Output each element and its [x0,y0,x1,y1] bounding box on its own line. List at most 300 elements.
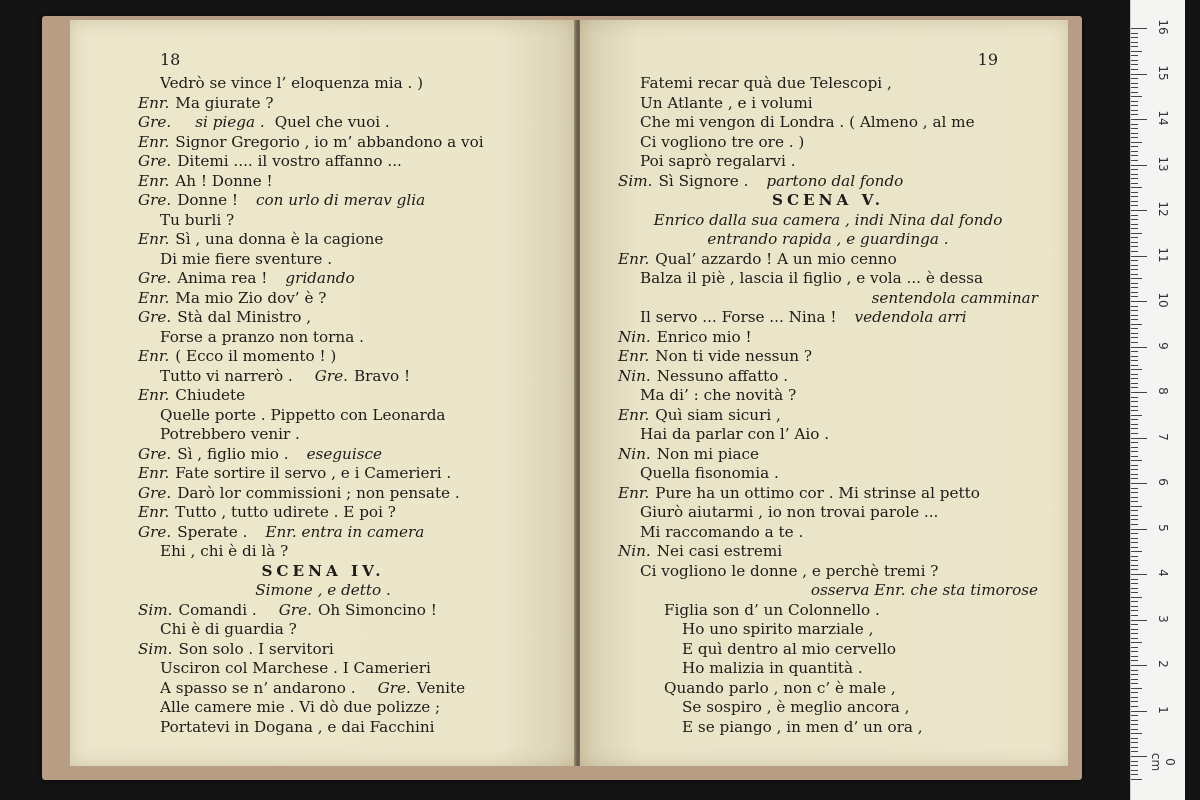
ruler-tick [1131,451,1138,452]
ruler-tick [1131,356,1138,357]
ruler-tick [1131,738,1138,739]
dialogue-text: A spasso se n’ andarono . [160,678,356,697]
text-line [618,347,1038,367]
ruler-tick [1131,510,1138,511]
dialogue-text: Son solo . I servitori [178,639,334,658]
ruler-tick [1131,401,1138,402]
ruler-tick [1131,319,1138,320]
stage-direction: partono dal fondo [766,171,904,190]
ruler-tick [1131,383,1138,384]
speaker-name: Nin. [618,542,651,560]
ruler-tick [1131,524,1138,525]
dialogue-text: Tutto vi narrerò . [160,366,293,385]
ruler-tick [1131,224,1138,225]
dialogue-text: Quella fisonomia . [640,464,779,482]
dialogue-text: Comandi . [178,600,257,619]
ruler-tick [1131,756,1147,757]
text-line [618,191,1038,211]
ruler-tick [1131,242,1138,243]
ruler-tick [1131,137,1138,138]
ruler-tick [1131,706,1138,707]
speaker-name: Enr. [138,503,170,521]
dialogue-text: Poi saprò regalarvi . [640,152,796,170]
ruler-tick [1131,151,1138,152]
text-line [618,523,1038,543]
ruler-tick [1131,647,1138,648]
text-line [138,328,508,348]
ruler-tick [1131,606,1138,607]
ruler-tick [1131,629,1138,630]
text-line [138,718,508,738]
ruler-tick [1131,392,1147,393]
speaker-name: Gre. [138,308,172,326]
ruler-tick [1131,610,1138,611]
speaker-name: Gre. [138,113,172,131]
ruler-tick [1131,237,1138,238]
ruler-tick [1131,765,1138,766]
ruler-tick [1131,642,1142,643]
speaker-name: Enr. [138,464,170,482]
ruler-tick [1131,779,1142,780]
ruler-tick [1131,469,1138,470]
text-line [618,503,1038,523]
ruler-tick [1131,547,1138,548]
ruler-tick [1131,488,1138,489]
ruler-tick [1131,378,1138,379]
dialogue-text: Portatevi in Dogana , e dai Facchini [160,717,435,736]
text-line [618,425,1038,445]
text-line [618,698,1038,718]
ruler-tick [1131,733,1142,734]
left-page-text [138,74,508,737]
ruler-tick [1131,465,1138,466]
text-line [618,250,1038,270]
ruler-tick [1131,228,1138,229]
dialogue-text: Quel che vuoi . [274,113,390,131]
ruler-tick [1131,96,1142,97]
ruler-tick [1131,638,1138,639]
dialogue-text: Oh Simoncino ! [317,600,437,619]
text-line [618,289,1038,309]
dialogue-text: Sì , una donna è la cagione [175,230,384,248]
text-line [138,386,508,406]
ruler-tick [1131,415,1142,416]
text-line [138,601,508,621]
speaker-name: Enr. [618,347,650,365]
ruler-tick [1131,651,1138,652]
text-line [618,659,1038,679]
stage-direction: entrando rapida , e guardinga . [707,230,949,248]
ruler-tick [1131,174,1138,175]
ruler-tick [1131,474,1138,475]
text-line [618,601,1038,621]
ruler-tick [1131,424,1138,425]
right-page-number: 19 [977,50,998,69]
ruler-tick [1131,529,1147,530]
ruler-tick [1131,456,1138,457]
dialogue-text: Bravo ! [353,366,411,385]
ruler-tick [1131,69,1138,70]
ruler-tick [1131,433,1138,434]
ruler-tick [1131,460,1142,461]
ruler-tick [1131,674,1138,675]
ruler-tick [1131,92,1138,93]
ruler-tick [1131,328,1138,329]
ruler-label: 1 [1156,705,1170,714]
ruler-tick [1131,601,1138,602]
ruler-tick [1131,165,1147,166]
speaker-name: Gre. [138,152,172,170]
text-line [138,347,508,367]
ruler-tick [1131,374,1138,375]
text-line [138,269,508,289]
ruler-tick [1131,633,1138,634]
text-line [618,328,1038,348]
ruler-tick [1131,569,1138,570]
ruler-tick [1131,365,1138,366]
text-line [618,581,1038,601]
dialogue-text: Ma di’ : che novità ? [640,386,797,404]
dialogue-text: Potrebbero venir . [160,425,300,443]
ruler-tick [1131,519,1138,520]
ruler-tick [1131,665,1147,666]
ruler-tick [1131,729,1138,730]
ruler-tick [1131,697,1138,698]
left-page-number: 18 [160,50,181,69]
text-line [138,523,508,543]
ruler-tick [1131,492,1138,493]
text-line [138,74,508,94]
ruler-tick [1131,501,1138,502]
scene-heading: SCENA V. [772,191,884,209]
ruler-tick [1131,210,1147,211]
text-line [618,211,1038,231]
ruler-tick [1131,337,1138,338]
ruler-tick [1131,33,1138,34]
ruler-tick [1131,183,1138,184]
ruler-tick [1131,215,1138,216]
ruler-tick [1131,260,1138,261]
ruler-tick [1131,533,1138,534]
text-line [138,367,508,387]
ruler-tick [1131,438,1147,439]
dialogue-text: Qual’ azzardo ! A un mio cenno [655,249,897,268]
dialogue-text: Se sospiro , è meglio ancora , [682,698,910,716]
stage-direction: sentendola camminar [871,288,1038,307]
speaker-name: Gre. [278,600,312,619]
ruler-tick [1131,711,1147,712]
text-line [618,308,1038,328]
ruler-tick [1131,64,1138,65]
ruler-tick [1131,160,1138,161]
speaker-name: Enr. [138,230,170,248]
speaker-name: Sim. [618,171,653,190]
text-line [618,367,1038,387]
text-line [618,152,1038,172]
dialogue-text: Figlia son d’ un Colonnello . [664,600,880,619]
dialogue-text: Quelle porte . Pippetto con Leonarda [160,405,446,424]
dialogue-text: Balza il piè , lascia il figlio , e vola ... è dessa [640,269,983,287]
text-line [138,308,508,328]
ruler-tick [1131,301,1147,302]
ruler-tick [1131,219,1138,220]
text-line [618,464,1038,484]
ruler-tick [1131,78,1138,79]
ruler-tick [1131,688,1142,689]
ruler-tick [1131,278,1142,279]
stage-direction: vedendola arri [854,308,967,326]
ruler-label: 0 cm [1149,752,1177,772]
text-line [618,133,1038,153]
ruler-tick [1131,187,1142,188]
stage-direction: osserva Enr. che sta timorose [810,581,1038,599]
measuring-ruler [1130,0,1185,800]
ruler-tick [1131,310,1138,311]
dialogue-text: Enrico mio ! [656,327,752,346]
ruler-tick [1131,128,1138,129]
speaker-name: Nin. [618,444,651,463]
text-line [138,172,508,192]
text-line [618,620,1038,640]
text-line [138,191,508,211]
dialogue-text: Mi raccomando a te . [640,522,804,541]
speaker-name: Gre. [138,269,172,287]
text-line [618,386,1038,406]
ruler-tick [1131,574,1147,575]
ruler-tick [1131,701,1138,702]
ruler-tick [1131,620,1147,621]
text-line [618,679,1038,699]
ruler-tick [1131,196,1138,197]
ruler-tick [1131,428,1138,429]
ruler-tick [1131,342,1138,343]
text-line [618,269,1038,289]
dialogue-text: Usciron col Marchese . I Camerieri [160,659,431,677]
ruler-label: 15 [1156,64,1170,81]
ruler-tick [1131,497,1138,498]
ruler-tick [1131,724,1138,725]
ruler-tick [1131,292,1138,293]
speaker-name: Sim. [138,639,173,658]
text-line [138,445,508,465]
text-line [138,640,508,660]
text-line [138,679,508,699]
ruler-tick [1131,542,1138,543]
ruler-tick [1131,265,1138,266]
text-line [138,620,508,640]
ruler-tick [1131,51,1142,52]
dialogue-text: Tutto , tutto udirete . E poi ? [175,503,396,521]
text-line [138,659,508,679]
ruler-tick [1131,146,1138,147]
dialogue-text: Quì siam sicuri , [655,405,781,424]
text-line [618,542,1038,562]
dialogue-text: Venite [416,678,466,697]
ruler-tick [1131,192,1138,193]
stage-direction: Enrico dalla sua camera , indi Nina dal fondo [653,210,1003,229]
dialogue-text: Vedrò se vince l’ eloquenza mia . ) [160,74,424,92]
ruler-label: 10 [1156,292,1170,308]
speaker-name: Gre. [138,522,172,541]
ruler-tick [1131,679,1138,680]
dialogue-text: Fatemi recar quà due Telescopi , [640,74,892,92]
ruler-tick [1131,565,1138,566]
dialogue-text: ( Ecco il momento ! ) [175,347,337,365]
ruler-tick [1131,387,1138,388]
dialogue-text: Ma giurate ? [175,93,274,112]
stage-direction: si piega . [195,113,265,131]
ruler-tick [1131,670,1138,671]
dialogue-text: Ho malizia in quantità . [682,659,863,677]
text-line [138,503,508,523]
ruler-tick [1131,447,1138,448]
speaker-name: Enr. [138,171,170,190]
ruler-tick [1131,683,1138,684]
dialogue-text: Sì Signore . [658,171,749,190]
ruler-tick [1131,556,1138,557]
dialogue-text: Ci vogliono tre ore . ) [640,132,805,151]
ruler-label: 2 [1156,660,1170,668]
ruler-tick [1131,692,1138,693]
ruler-tick [1131,55,1138,56]
dialogue-text: Non ti vide nessun ? [655,347,812,365]
stage-direction: Simone , e detto . [255,581,391,599]
ruler-tick [1131,347,1147,348]
speaker-name: Enr. [618,405,650,424]
dialogue-text: Ho uno spirito marziale , [682,620,874,638]
dialogue-text: Ehi , chi è di là ? [160,542,289,560]
dialogue-text: Quando parlo , non c’ è male , [664,678,896,697]
dialogue-text: Pure ha un ottimo cor . Mi strinse al petto [655,483,980,502]
ruler-tick [1131,269,1138,270]
ruler-label: 4 [1156,569,1170,577]
text-line [138,289,508,309]
speaker-name: Enr. [138,93,170,112]
ruler-tick [1131,101,1138,102]
ruler-tick [1131,483,1147,484]
ruler-tick [1131,287,1138,288]
text-line [138,133,508,153]
ruler-tick [1131,324,1142,325]
dialogue-text: Che mi vengon di Londra . ( Almeno , al me [640,113,975,131]
ruler-tick [1131,770,1138,771]
ruler-tick [1131,37,1138,38]
text-line [138,425,508,445]
text-line [138,152,508,172]
ruler-tick [1131,478,1138,479]
ruler-tick [1131,60,1138,61]
text-line [138,94,508,114]
ruler-tick [1131,560,1138,561]
dialogue-text: Chiudete [175,386,246,404]
ruler-tick [1131,397,1138,398]
text-line [138,211,508,231]
ruler-tick [1131,761,1138,762]
dialogue-text: Ma mio Zio dov’ è ? [175,288,327,307]
dialogue-text: Darò lor commissioni ; non pensate . [177,483,460,502]
ruler-tick [1131,114,1138,115]
dialogue-text: Nessuno affatto . [656,366,789,385]
text-line [618,406,1038,426]
ruler-tick [1131,333,1138,334]
stage-direction: gridando [285,269,355,287]
text-line [618,484,1038,504]
ruler-tick [1131,124,1138,125]
text-line [138,562,508,582]
text-line [138,698,508,718]
ruler-tick [1131,28,1147,29]
ruler-tick [1131,410,1138,411]
ruler-tick [1131,110,1138,111]
ruler-tick [1131,256,1147,257]
ruler-tick [1131,283,1138,284]
dialogue-text: Alle camere mie . Vi dò due polizze ; [160,698,441,716]
ruler-tick [1131,246,1138,247]
ruler-tick [1131,351,1138,352]
speaker-name: Gre. [314,366,348,385]
stage-direction: con urlo di merav glia [256,191,426,209]
ruler-tick [1131,142,1142,143]
ruler-tick [1131,155,1138,156]
ruler-tick [1131,551,1142,552]
text-line [138,542,508,562]
dialogue-text: Anima rea ! [177,269,268,287]
stage-direction: eseguisce [306,444,382,463]
ruler-tick [1131,419,1138,420]
ruler-tick [1131,87,1138,88]
ruler-tick [1131,315,1138,316]
text-line [138,581,508,601]
ruler-label: 14 [1156,110,1170,126]
ruler-tick [1131,251,1138,252]
ruler-tick [1131,360,1138,361]
ruler-tick [1131,624,1138,625]
ruler-tick [1131,715,1138,716]
dialogue-text: Nei casi estremi [656,542,783,560]
ruler-label: 3 [1156,614,1170,623]
dialogue-text: Sì , figlio mio . [177,444,289,463]
ruler-tick [1131,751,1138,752]
speaker-name: Enr. [138,347,170,365]
text-line [138,113,508,133]
right-page-text [618,74,1038,737]
dialogue-text: Ah ! Donne ! [175,171,273,190]
speaker-name: Nin. [618,327,651,346]
ruler-label: 7 [1156,432,1170,441]
ruler-label: 13 [1156,155,1170,172]
dialogue-text: Sperate . [177,522,248,541]
ruler-tick [1131,105,1138,106]
ruler-tick [1131,296,1138,297]
text-line [618,230,1038,250]
ruler-tick [1131,538,1138,539]
ruler-tick [1131,119,1147,120]
text-line [618,94,1038,114]
ruler-label: 5 [1156,523,1170,532]
ruler-tick [1131,588,1138,589]
speaker-name: Enr. [138,386,170,404]
text-line [618,718,1038,738]
speaker-name: Gre. [377,678,411,697]
ruler-tick [1131,274,1138,275]
dialogue-text: Hai da parlar con l’ Aio . [640,425,830,443]
text-line [618,445,1038,465]
ruler-tick [1131,201,1138,202]
dialogue-text: Giurò aiutarmi , io non trovai parole ... [640,503,939,521]
dialogue-text: Stà dal Ministro , [177,308,312,326]
text-line [138,484,508,504]
speaker-name: Enr. [618,249,650,268]
